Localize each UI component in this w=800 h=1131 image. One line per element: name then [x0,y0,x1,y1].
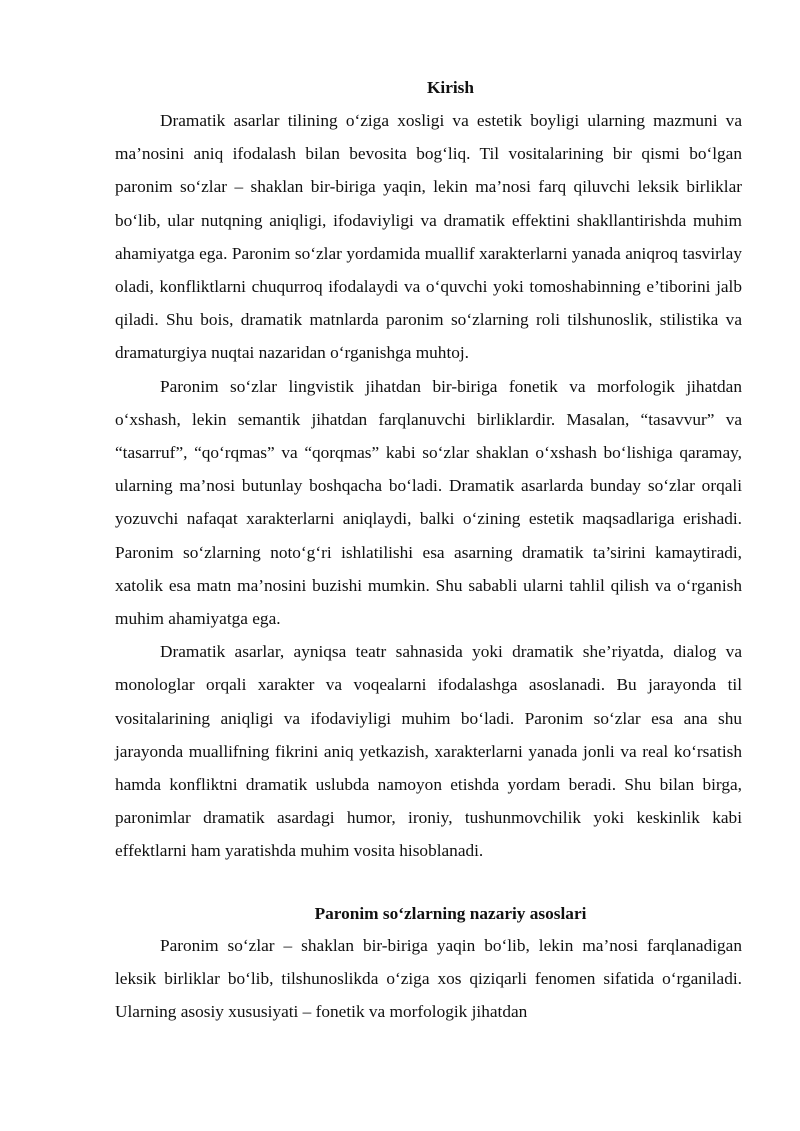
paragraph-4: Paronim so‘zlar – shaklan bir-biriga yaqin bo‘lib, lekin ma’nosi farqlanadigan leksik birliklar bo‘lib, tilshunoslikda o‘ziga xos qiziqarli fenomen sifatida o‘rganiladi. Ularning asosiy xususiyati – fonetik va morfologik jihatdan [115,935,742,1022]
section-heading-theory: Paronim so‘zlarning nazariy asoslari [314,903,587,923]
paragraph-1: Dramatik asarlar tilining o‘ziga xosligi va estetik boyligi ularning mazmuni va ma’nosini aniq ifodalash bilan bevosita bog‘liq. Til vositalarining bir qismi bo‘lgan paronim so‘zlar – shaklan bir-biriga yaqin, lekin ma’nosi farq qiluvchi leksik birliklar bo‘lib, ular nutqning aniqligi, ifodaviyligi va dramatik effektini shakllantirishda muhim ahamiyatga ega. Paronim so‘zlar yordamida muallif xarakterlarni yanada aniqroq tasvirlay oladi, konfliktlarni chuqurroq ifodalaydi va o‘quvchi yoki tomoshabinning e’tiborini jalb qiladi. Shu bois, dramatik matnlarda paronim so‘zlarning roli tilshunoslik, stilistika va dramaturgiya nuqtai nazaridan o‘rganishga muhtoj. [115,111,742,363]
section-heading-kirish: Kirish [426,78,475,97]
document-body [115,72,742,1028]
paragraph-2: Paronim so‘zlar lingvistik jihatdan bir-biriga fonetik va morfologik jihatdan o‘xshash, lekin semantik jihatdan farqlanuvchi birliklardir. Masalan, “tasavvur” va “tasarruf”, “qo‘rqmas” va “qorqmas” kabi so‘zlar shaklan o‘xshash bo‘lishiga qaramay, ularning ma’nosi butunlay boshqacha bo‘ladi. Dramatik asarlarda bunday so‘zlar orqali yozuvchi nafaqat xarakterlarni aniqlaydi, balki o‘zining estetik maqsadlariga erishadi. Paronim so‘zlarning noto‘g‘ri ishlatilishi esa asarning dramatik ta’sirini kamaytiradi, xatolik esa matn ma’nosini buzishi mumkin. Shu sababli ularni tahlil qilish va o‘rganish muhim ahamiyatga ega. [115,376,742,629]
paragraph-3: Dramatik asarlar, ayniqsa teatr sahnasida yoki dramatik she’riyatda, dialog va monologlar orqali xarakter va voqealarni ifodalashga asoslanadi. Bu jarayonda til vositalarining aniqligi va ifodaviyligi muhim bo‘ladi. Paronim so‘zlar esa ana shu jarayonda muallifning fikrini aniq yetkazish, xarakterlarni yanada jonli va real ko‘rsatish hamda konfliktni dramatik uslubda namoyon etishda yordam beradi. Shu bilan birga, paronimlar dramatik asardagi humor, ironiy, tushunmovchilik yoki keskinlik kabi effektlarni ham yaratishda muhim vosita hisoblanadi. [115,642,742,861]
